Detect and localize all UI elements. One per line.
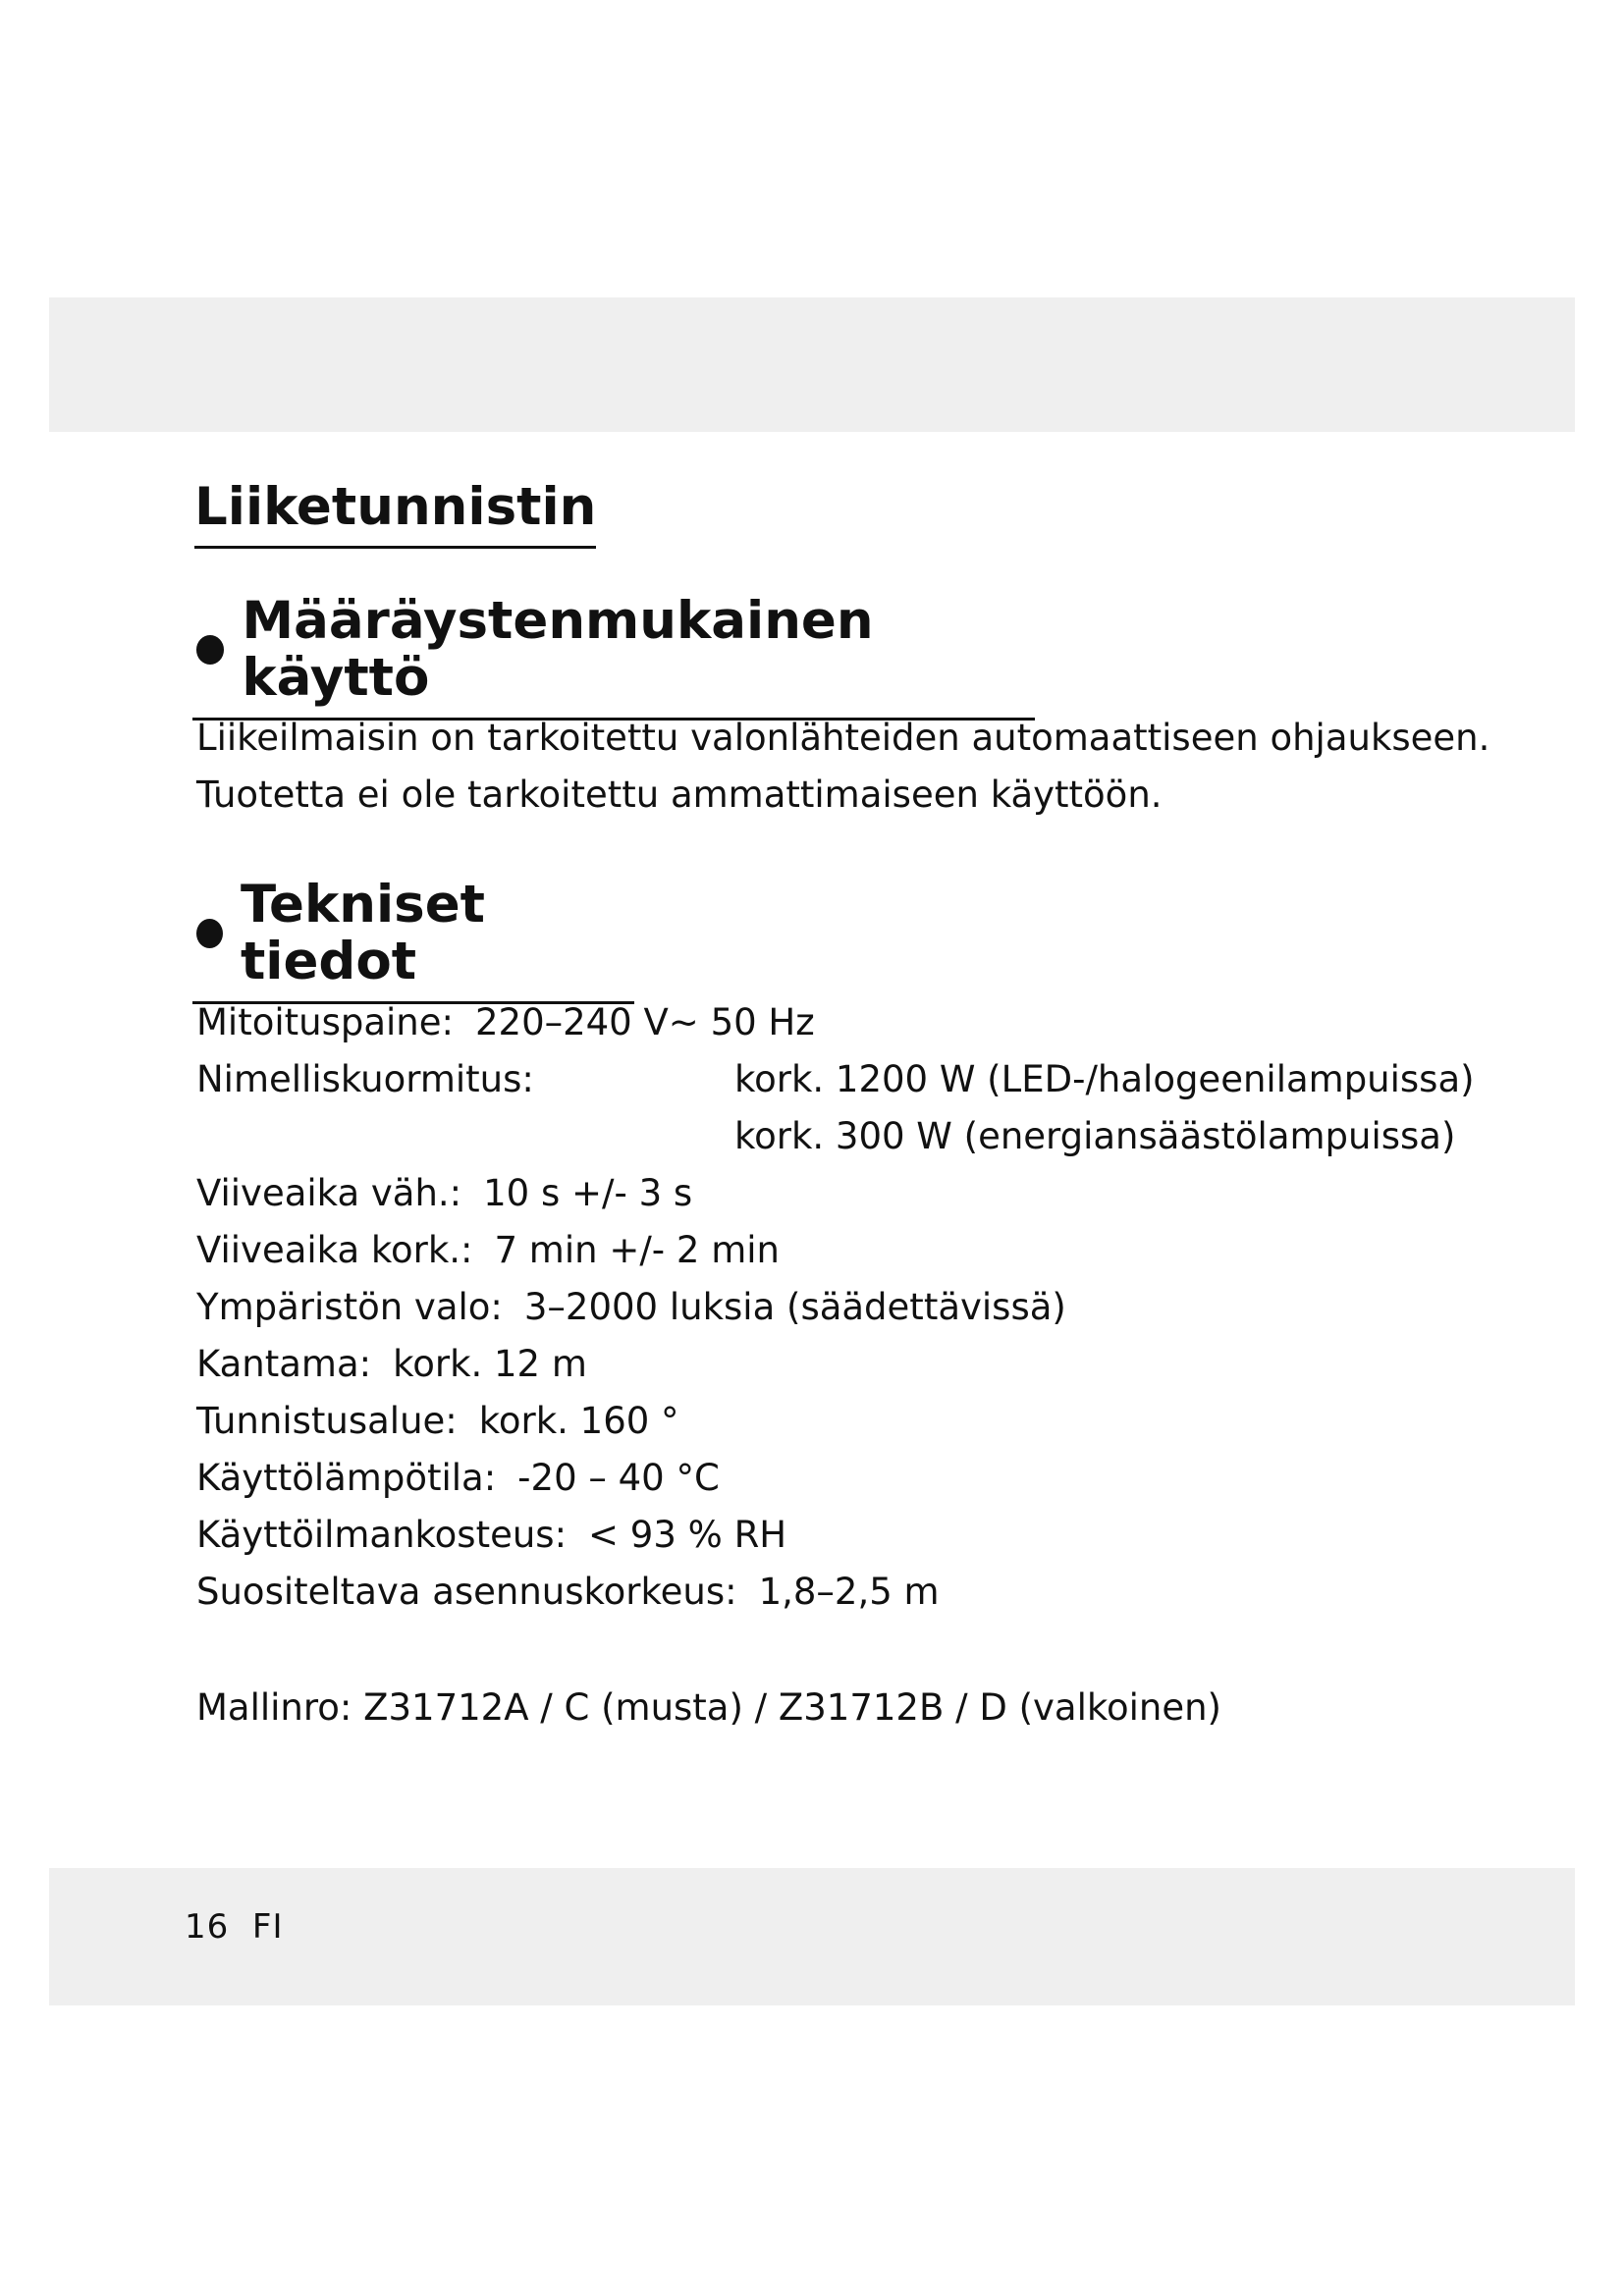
spec-value: kork. 160 ° (478, 1400, 679, 1442)
spec-value: 220–240 V~ 50 Hz (474, 1001, 815, 1043)
model-number: Mallinro: Z31712A / C (musta) / Z31712B / D (valkoinen) (196, 1686, 1221, 1729)
spec-row-operating-temperature (196, 1450, 720, 1507)
spec-label: Suositeltava asennuskorkeus: (196, 1571, 737, 1613)
section-heading-intended-use (192, 593, 1035, 721)
spec-value: 7 min +/- 2 min (494, 1229, 780, 1271)
language-code: FI (251, 1907, 284, 1947)
spec-row-rated-load (196, 1051, 534, 1108)
spec-value-rated-load-cfl: kork. 300 W (energiansäästölampuissa) (734, 1115, 1456, 1157)
bullet-icon (196, 919, 223, 948)
spec-value: 3–2000 luksia (säädettävissä) (523, 1286, 1066, 1328)
spec-value: kork. 12 m (393, 1343, 587, 1385)
spec-row-operating-humidity (196, 1507, 786, 1564)
header-band (49, 297, 1575, 432)
spec-label: Käyttöilmankosteus: (196, 1514, 568, 1556)
spec-label: Nimelliskuormitus: (196, 1058, 534, 1100)
paragraph-line: Tuotetta ei ole tarkoitettu ammattimaiseen käyttöön. (196, 774, 1163, 816)
spec-row-detection-angle (196, 1393, 679, 1450)
spec-label: Mitoituspaine: (196, 1001, 454, 1043)
spec-value: 1,8–2,5 m (758, 1571, 940, 1613)
spec-label: Ympäristön valo: (196, 1286, 503, 1328)
spec-row-range (196, 1336, 587, 1393)
page-title: Liiketunnistin (194, 479, 596, 549)
spec-value: -20 – 40 °C (517, 1457, 720, 1499)
spec-value: < 93 % RH (588, 1514, 787, 1556)
section-heading-text: Määräystenmukainen käyttö (242, 591, 874, 709)
spec-label: Viiveaika väh.: (196, 1172, 462, 1214)
spec-label: Tunnistusalue: (196, 1400, 458, 1442)
spec-row-rated-voltage (196, 994, 815, 1051)
intended-use-text (196, 710, 1489, 824)
spec-label: Viiveaika kork.: (196, 1229, 473, 1271)
spec-row-delay-min (196, 1165, 692, 1222)
spec-label: Kantama: (196, 1343, 372, 1385)
page-footer (185, 1907, 283, 1947)
spec-row-delay-max (196, 1222, 780, 1279)
spec-label: Käyttölämpötila: (196, 1457, 497, 1499)
spec-row-mounting-height (196, 1564, 940, 1621)
spec-value: 10 s +/- 3 s (483, 1172, 693, 1214)
bullet-icon (196, 635, 224, 665)
paragraph-line: Liikeilmaisin on tarkoitettu valonlähteiden automaattiseen ohjaukseen. (196, 717, 1490, 759)
spec-row-ambient-light (196, 1279, 1066, 1336)
page-number: 16 (185, 1907, 230, 1947)
spec-value-rated-load-led: kork. 1200 W (LED-/halogeenilampuissa) (734, 1058, 1475, 1100)
section-heading-technical-data (192, 877, 634, 1004)
section-heading-text: Tekniset tiedot (240, 875, 485, 992)
